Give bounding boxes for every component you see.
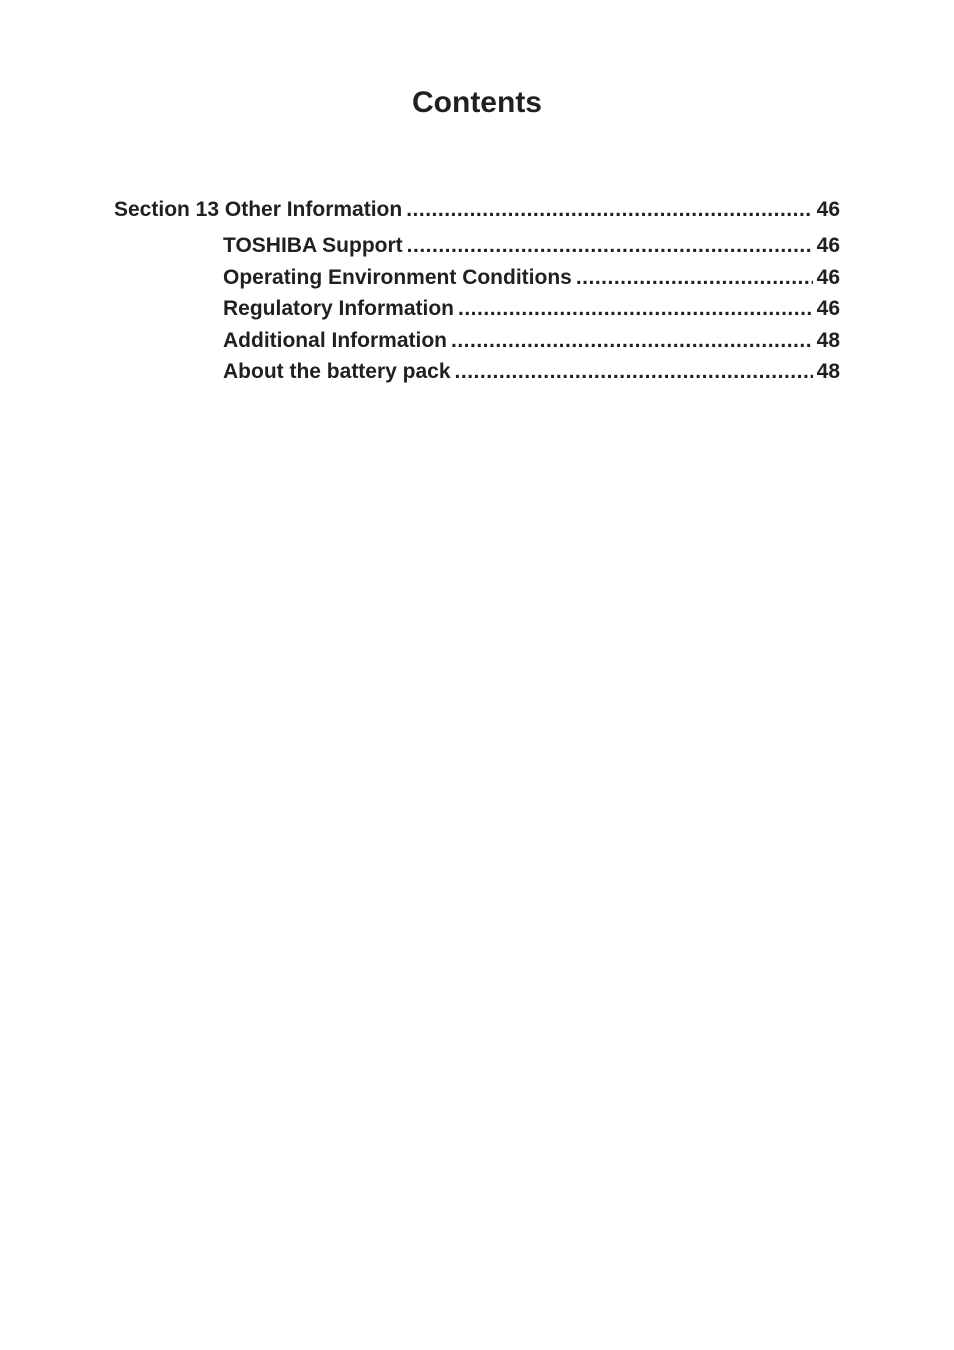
toc-page-number: 48 [816, 328, 840, 352]
page-title: Contents [412, 86, 542, 119]
toc-entry-label: Section 13 Other Information [114, 198, 403, 221]
toc-section-entry[interactable] [114, 195, 840, 228]
dot-leader [407, 231, 813, 261]
dot-leader [455, 357, 813, 387]
table-of-contents [114, 195, 840, 389]
toc-page-number: 46 [816, 265, 840, 289]
toc-page-number: 48 [816, 360, 840, 383]
toc-entry[interactable] [114, 326, 840, 358]
toc-page-number: 46 [816, 297, 840, 320]
toc-entry[interactable] [114, 263, 840, 295]
toc-page-number: 46 [816, 198, 840, 221]
toc-entry[interactable] [114, 294, 840, 326]
toc-entry-label: Regulatory Information [223, 297, 455, 320]
dot-leader [458, 294, 813, 324]
toc-entry-label: TOSHIBA Support [223, 234, 403, 257]
toc-page-number: 46 [816, 234, 840, 257]
toc-entry[interactable] [114, 231, 840, 263]
dot-leader [576, 263, 813, 293]
toc-entry-label: Operating Environment Conditions [223, 265, 572, 289]
toc-entry-label: About the battery pack [223, 360, 451, 383]
toc-entry-label: Additional Information [223, 328, 447, 352]
dot-leader [451, 326, 813, 356]
toc-entry[interactable] [114, 357, 840, 389]
dot-leader [406, 195, 812, 225]
